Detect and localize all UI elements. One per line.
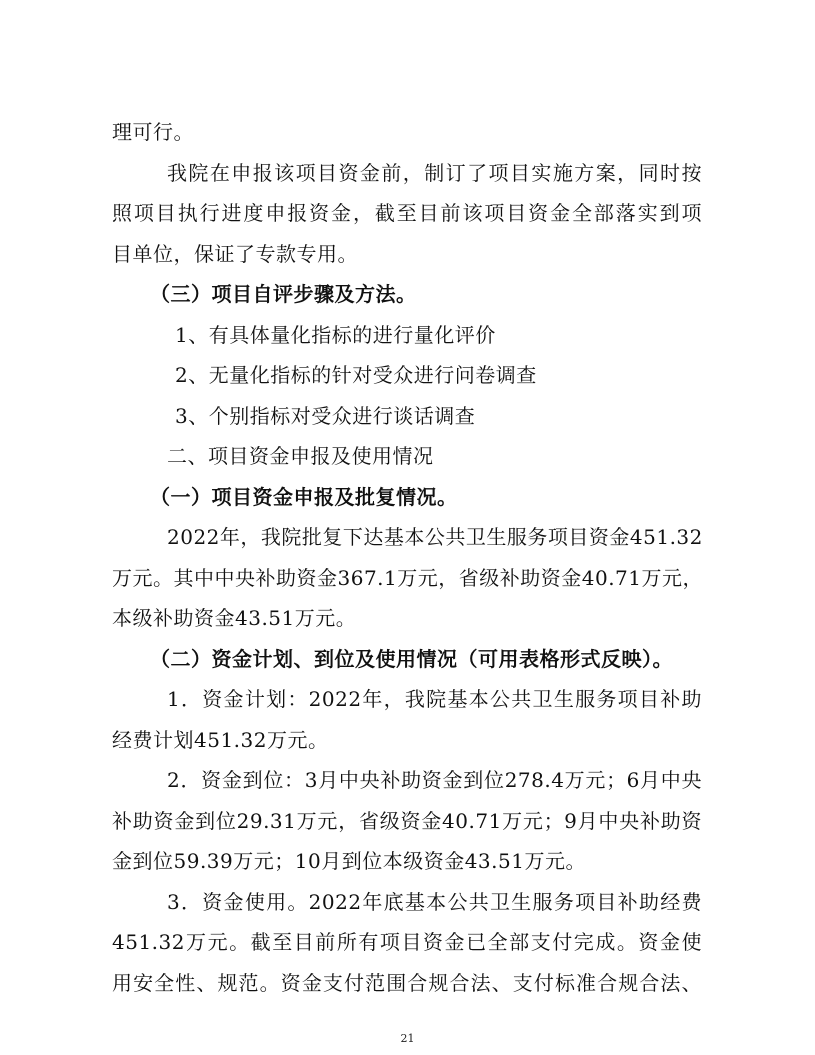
paragraph-line: 经费计划451.32万元。: [112, 728, 329, 752]
paragraph-line: 照项目执行进度申报资金，截至目前该项目资金全部落实到项: [112, 201, 702, 225]
paragraph-line: 1．资金计划：2022年，我院基本公共卫生服务项目补助: [167, 687, 702, 711]
section-heading: （三）项目自评步骤及方法。: [150, 282, 417, 306]
list-item: 1、有具体量化指标的进行量化评价: [175, 323, 496, 347]
paragraph-line: 目单位，保证了专款专用。: [112, 242, 358, 266]
paragraph-line: 本级补助资金43.51万元。: [112, 606, 357, 630]
paragraph-line: 3．资金使用。2022年底基本公共卫生服务项目补助经费: [167, 890, 702, 914]
paragraph-line: 2．资金到位：3月中央补助资金到位278.4万元；6月中央: [167, 768, 702, 792]
paragraph-line: 我院在申报该项目资金前，制订了项目实施方案，同时按: [167, 161, 702, 185]
paragraph-line: 万元。其中中央补助资金367.1万元，省级补助资金40.71万元，: [112, 566, 704, 590]
paragraph-line: 金到位59.39万元；10月到位本级资金43.51万元。: [112, 849, 586, 873]
paragraph-line: 451.32万元。截至目前所有项目资金已全部支付完成。资金使: [112, 930, 702, 954]
paragraph-line: 用安全性、规范。资金支付范围合规合法、支付标准合规合法、: [112, 971, 702, 995]
paragraph-line: 理可行。: [112, 120, 194, 144]
section-heading: 二、项目资金申报及使用情况: [167, 444, 434, 468]
paragraph-line: 补助资金到位29.31万元，省级资金40.71万元；9月中央补助资: [112, 809, 702, 833]
section-heading: （一）项目资金申报及批复情况。: [150, 485, 458, 509]
list-item: 2、无量化指标的针对受众进行问卷调查: [175, 363, 537, 387]
page-number: 21: [400, 1032, 415, 1045]
paragraph-line: 2022年，我院批复下达基本公共卫生服务项目资金451.32: [167, 525, 703, 549]
section-heading: （二）资金计划、到位及使用情况（可用表格形式反映）。: [150, 647, 673, 671]
list-item: 3、个别指标对受众进行谈话调查: [175, 404, 476, 428]
